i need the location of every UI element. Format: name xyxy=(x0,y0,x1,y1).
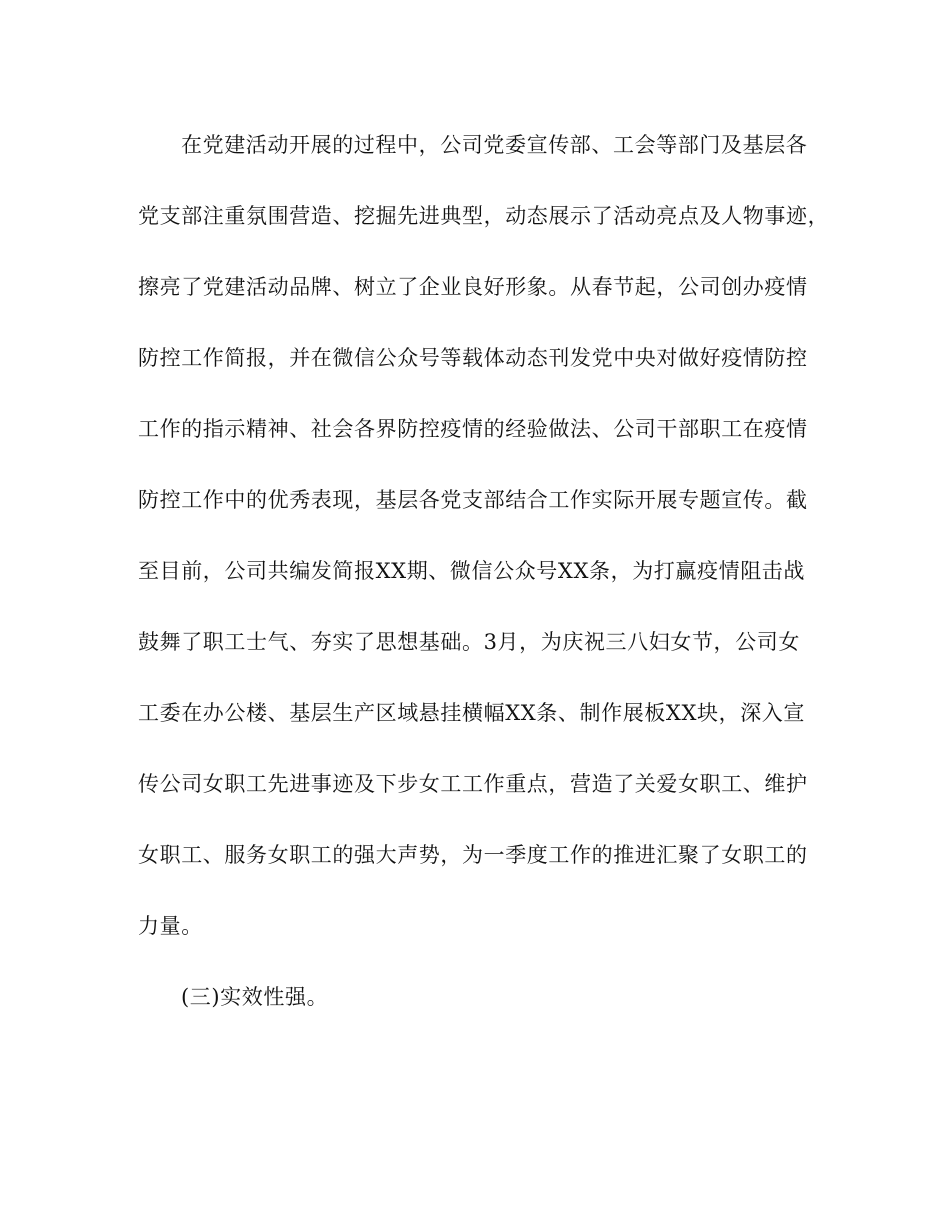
paragraph-line: 防控工作简报，并在微信公众号等载体动态刊发党中央对做好疫情防控 xyxy=(138,346,808,370)
paragraph-line: 力量。 xyxy=(138,914,203,938)
paragraph-line: 鼓舞了职工士气、夯实了思想基础。3月，为庆祝三八妇女节，公司女 xyxy=(138,630,800,654)
paragraph-line: 传公司女职工先进事迹及下步女工工作重点，营造了关爱女职工、维护 xyxy=(138,772,808,796)
paragraph-line: 工委在办公楼、基层生产区域悬挂横幅XX条、制作展板XX块，深入宣 xyxy=(138,701,805,725)
paragraph-line: 工作的指示精神、社会各界防控疫情的经验做法、公司干部职工在疫情 xyxy=(138,417,808,441)
paragraph-line: 女职工、服务女职工的强大声势，为一季度工作的推进汇聚了女职工的 xyxy=(138,843,808,867)
paragraph-line: 防控工作中的优秀表现，基层各党支部结合工作实际开展专题宣传。截 xyxy=(138,488,808,512)
section-heading: (三)实效性强。 xyxy=(181,985,329,1009)
paragraph-line: 至目前，公司共编发简报XX期、微信公众号XX条，为打赢疫情阻击战 xyxy=(138,559,805,583)
paragraph-line: 党支部注重氛围营造、挖掘先进典型，动态展示了活动亮点及人物事迹， xyxy=(138,204,830,228)
paragraph-line: 擦亮了党建活动品牌、树立了企业良好形象。从春节起，公司创办疫情 xyxy=(138,275,808,299)
paragraph-line: 在党建活动开展的过程中，公司党委宣传部、工会等部门及基层各 xyxy=(181,133,808,157)
